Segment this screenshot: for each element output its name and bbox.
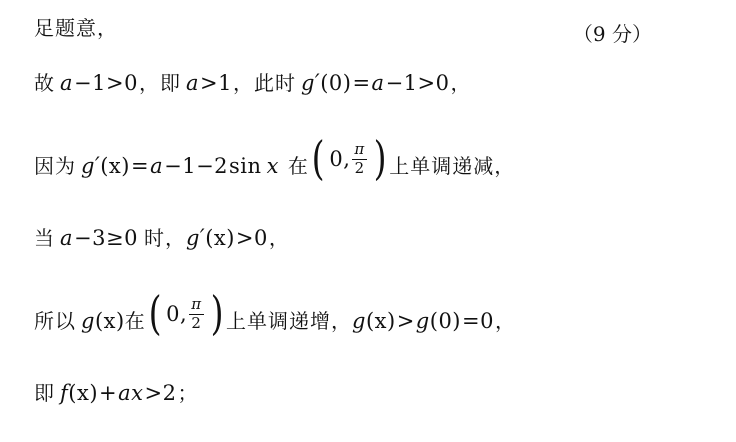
line5-arg0: (0) [429,308,461,333]
line2-end: ， [450,71,472,95]
line2-comma2: ，此时 [232,71,296,95]
line3-var-a: a [150,153,164,178]
line6-argx: (x) [68,381,99,405]
line3-frac-num: π [354,140,365,158]
line3-prefix: 因为 [34,153,76,178]
text-line-2 [34,70,472,95]
line5-mid1: 在 [124,308,146,333]
line2-prime: ′ [314,70,321,94]
line5-op2: =0 [462,308,494,333]
line2-comma1: ，即 [138,71,181,95]
line4-prime: ′ [199,225,206,249]
text-line-1 [34,18,118,38]
line3-argx: (x) [100,153,130,178]
line5-func-g2: g [352,308,366,333]
line3-func-g: g [81,153,95,178]
line2-arg: (0) [320,71,352,95]
line6-func-f: f [60,381,69,405]
line4-mid: 时， [143,226,186,250]
line5-interval-start: 0, [166,301,188,326]
line5-func-g1: g [81,308,95,333]
line3-interval-start: 0, [329,146,351,171]
line5-op1: > [396,308,415,333]
line5-argx1: (x) [94,308,125,333]
line6-plus: + [99,381,118,405]
score-note [573,18,652,47]
line3-interval-inner [327,142,370,177]
line3-frac-den: 2 [354,158,365,177]
line2-var-a3: a [371,71,385,95]
line5-frac-den: 2 [191,313,202,332]
left-paren: ( [311,130,325,185]
line2-var-a2: a [185,71,199,95]
line4-var-a: a [60,226,74,250]
line5-argx2: (x) [365,308,396,333]
line3-op1: −1−2 [164,153,229,178]
line2-op1: −1>0 [74,71,138,95]
line6-end: ； [177,381,199,405]
line6-prefix: 即 [34,381,55,405]
line3-sin: sin [229,153,262,178]
line4-func-g: g [185,226,200,250]
text-line-5 [34,285,516,340]
line5-end: ， [494,308,516,333]
line6-op: >2 [144,381,177,405]
line4-end: ， [268,226,290,250]
line5-interval-inner [164,297,207,332]
text-line-4 [34,225,290,250]
line3-var-x: x [266,153,279,178]
line4-op2: >0 [235,226,268,250]
line2-op3: −1>0 [385,71,450,95]
line6-var-x: x [131,381,144,405]
line5-frac-num: π [191,295,202,313]
text-line-6 [34,383,198,404]
line2-func-g: g [300,71,315,95]
line5-mid2: 上单调递增， [226,308,352,333]
line5-fraction-pi-2 [187,297,205,332]
line2-equals: = [352,71,371,95]
text-line-3 [34,130,516,185]
line5-interval [146,285,226,340]
left-paren: ( [148,285,162,340]
right-paren: ) [373,130,387,185]
right-paren: ) [210,285,224,340]
line4-argx: (x) [205,226,235,250]
line6-var-a: a [118,381,132,405]
line3-mid: 在 [287,153,309,178]
line1-text: 足题意， [34,16,118,40]
line3-interval [309,130,389,185]
line3-prime: ′ [94,152,101,177]
line3-equals: = [130,153,150,178]
line3-fraction-pi-2 [350,142,368,177]
line4-prefix: 当 [34,226,55,250]
line2-op2: >1 [199,71,232,95]
line2-var-a1: a [60,71,74,95]
line2-prefix: 故 [34,71,55,95]
line5-func-g3: g [415,308,430,333]
line5-prefix: 所以 [34,308,76,333]
score-note-text: （9 分） [572,22,652,46]
line3-tail: 上单调递减， [389,153,516,178]
line4-op1: −3≥0 [74,226,138,250]
